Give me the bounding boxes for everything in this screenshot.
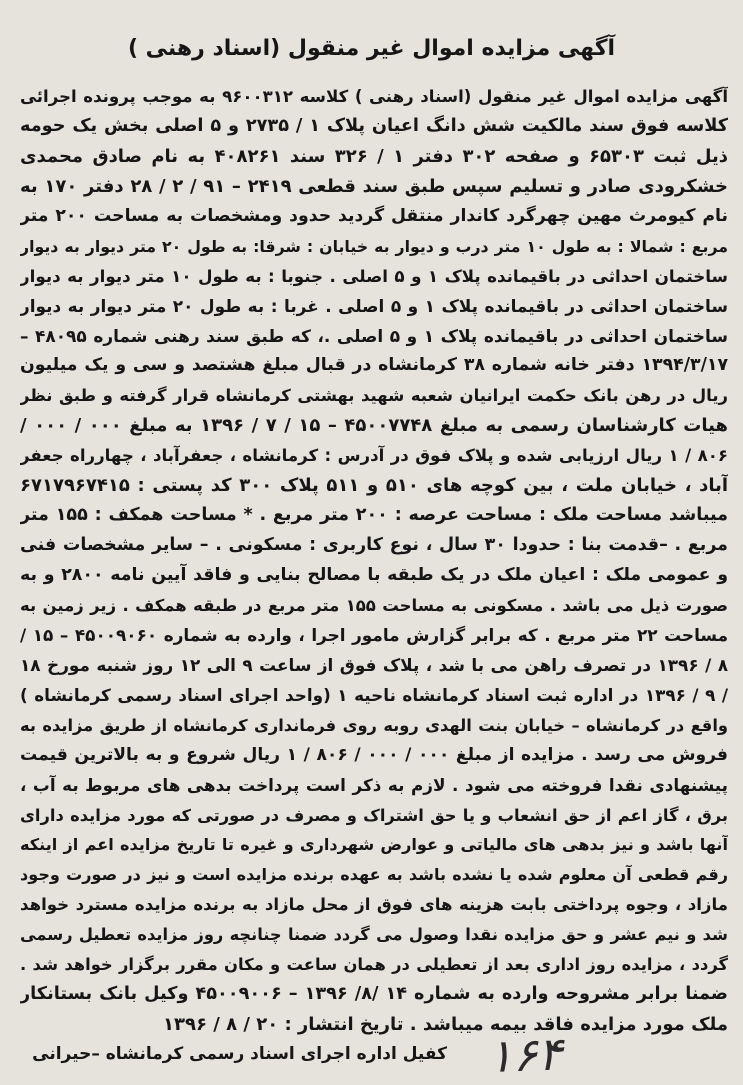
notice-body-line: مساحت ۲۲ متر مربع . که برابر گزارش مامور اجرا ، وارده به شماره ۴۵۰۰۹۰۶۰ – ۱۵ / [20,624,728,645]
notice-body-line: فروش می رسد . مزایده از مبلغ ۰۰۰ / ۰۰۰ / ۸۰۶ / ۱ ریال شروع و به بالاترین قیمت [20,744,728,765]
notice-body-line: ۸ / ۱۳۹۶ در تصرف راهن می با شد ، پلاک فوق از ساعت ۹ الی ۱۲ روز شنبه مورخ ۱۸ [20,654,728,675]
notice-body [20,82,728,1040]
notice-body-line: نام کیومرث مهین چهرگرد کاندار منتقل گردید حدود ومشخصات به مساحت ۲۰۰ متر [20,205,728,226]
notice-body-line: مربع : شمالا : به طول ۱۰ متر درب و دیوار به خیابان : شرقا: به طول ۲۰ متر دیوار به دیوار [20,236,728,256]
notice-body-line: هیات کارشناسان رسمی به مبلغ ۴۵۰۰۷۷۴۸ – ۱۵ / ۷ / ۱۳۹۶ به مبلغ ۰۰۰ / ۰۰۰ / [20,415,728,437]
notice-title: آگهی مزایده اموال غیر منقول (اسناد رهنی ) [127,36,616,61]
notice-body-line: برق ، گاز اعم از حق انشعاب و یا حق اشتراک و مصرف در صورتی که مورد مزایده دارای [20,805,728,825]
notice-signature: کفیل اداره اجرای اسناد رسمی کرمانشاه –حیرانی [32,1044,447,1064]
notice-body-line: ساختمان احداثی در باقیمانده پلاک ۱ و ۵ اصلی . جنوبا : به طول ۱۰ متر دیوار به دیوار [20,265,728,286]
notice-body-line: پیشنهادی نقدا فروخته می شود . لازم به ذکر است پرداخت بدهی های مربوط به آب ، [20,774,728,795]
notice-body-line: ساختمان احداثی در باقیمانده پلاک ۱ و ۵ اصلی .، که طبق سند رهنی شماره ۴۸۰۹۵ – [20,325,728,346]
notice-body-line: واقع در کرمانشاه – خیابان بنت الهدی روبه روی فرمانداری کرمانشاه از طریق مزایده به [20,715,728,735]
notice-body-line: میباشد مساحت ملک : مساحت عرصه : ۲۰۰ متر مربع . * مساحت همکف : ۱۵۵ متر [20,505,728,526]
handwritten-number: ۱۶۴ [487,1026,564,1083]
notice-body-line: رقم قطعی آن معلوم شده یا نشده باشد به عهده برنده مزایده است و نیز در صورت وجود [20,865,728,885]
notice-body-line: خشکرودی صادر و تسلیم سپس طبق سند قطعی ۲۴۱۹ – ۹۱ / ۲ / ۲۸ دفتر ۱۷۰ به [20,175,728,197]
notice-body-line: / ۹ / ۱۳۹۶ در اداره ثبت اسناد کرمانشاه ناحیه ۱ (واحد اجرای اسناد رسمی کرمانشاه ) [20,684,728,705]
notice-publication-date-line: ملک مورد مزایده فاقد بیمه میباشد . تاریخ انتشار : ۲۰ / ۸ / ۱۳۹۶ [163,1014,728,1036]
notice-body-line: ضمنا برابر مشروحه وارده به شماره ۱۴ /۸/ ۱۳۹۶ – ۴۵۰۰۹۰۰۶ وکیل بانک بستانکار [20,984,728,1005]
notice-body-line: کلاسه فوق سند مالکیت شش دانگ اعیان پلاک ۱ / ۲۷۳۵ و ۵ اصلی بخش یک حومه [20,115,728,136]
notice-body-line: و عمومی ملک : اعیان ملک در یک طبقه با مصالح بنایی و فاقد آیین نامه ۲۸۰۰ و به [20,565,728,585]
notice-body-line: مربع . –قدمت بنا : حدودا ۳۰ سال ، نوع کاربری : مسکونی . – سایر مشخصات فنی [20,535,728,556]
notice-body-line: ۸۰۶ / ۱ ریال ارزیابی شده و پلاک فوق در آدرس : کرمانشاه ، جعفرآباد ، چهارراه جعفر [20,446,728,466]
notice-body-line: آگهی مزایده اموال غیر منقول (اسناد رهنی ) کلاسه ۹۶۰۰۳۱۲ به موجب پرونده اجرائی [20,87,728,106]
notice-body-line: گردد ، مزایده روز اداری بعد از تعطیلی در همان ساعت و مکان مقرر برگزار خواهد شد . [20,955,728,975]
notice-body-line: ذیل ثبت ۶۵۳۰۳ و صفحه ۳۰۲ دفتر ۱ / ۳۲۶ سند ۴۰۸۲۶۱ به نام صادق محمدی [20,145,728,167]
notice-body-line: مازاد ، وجوه پرداختی بابت هزینه های فوق از محل مازاد به برنده مزایده مسترد خواهد [20,895,728,915]
notice-body-line: آنها باشد و نیز بدهی های مالیاتی و عوارض شهرداری و غیره تا تاریخ مزایده اعم از اینکه [20,835,728,855]
notice-body-line: ۱۳۹۴/۳/۱۷ دفتر خانه شماره ۳۸ کرمانشاه در قبال مبلغ هشتصد و سی و یک میلیون [20,355,728,376]
notice-body-line: شد و نیم عشر و حق مزایده نقدا وصول می گردد ضمنا چنانچه روز مزایده تعطیل رسمی [20,925,728,945]
notice-body-line: ساختمان احداثی در باقیمانده پلاک ۱ و ۵ اصلی . غربا : به طول ۲۰ متر دیوار به دیوار [20,295,728,316]
notice-body-line: آباد ، خیابان ملت ، بین کوچه های ۵۱۰ و ۵۱۱ پلاک ۳۰۰ کد پستی : ۶۷۱۷۹۶۷۴۱۵ [20,475,728,497]
notice-body-line: صورت ذیل می باشد . مسکونی به مساحت ۱۵۵ متر مربع در طبقه همکف . زیر زمین به [20,595,728,615]
notice-body-line: ریال در رهن بانک حکمت ایرانیان شعبه شهید بهشتی کرمانشاه قرار گرفته و طبق نظر [20,386,728,406]
